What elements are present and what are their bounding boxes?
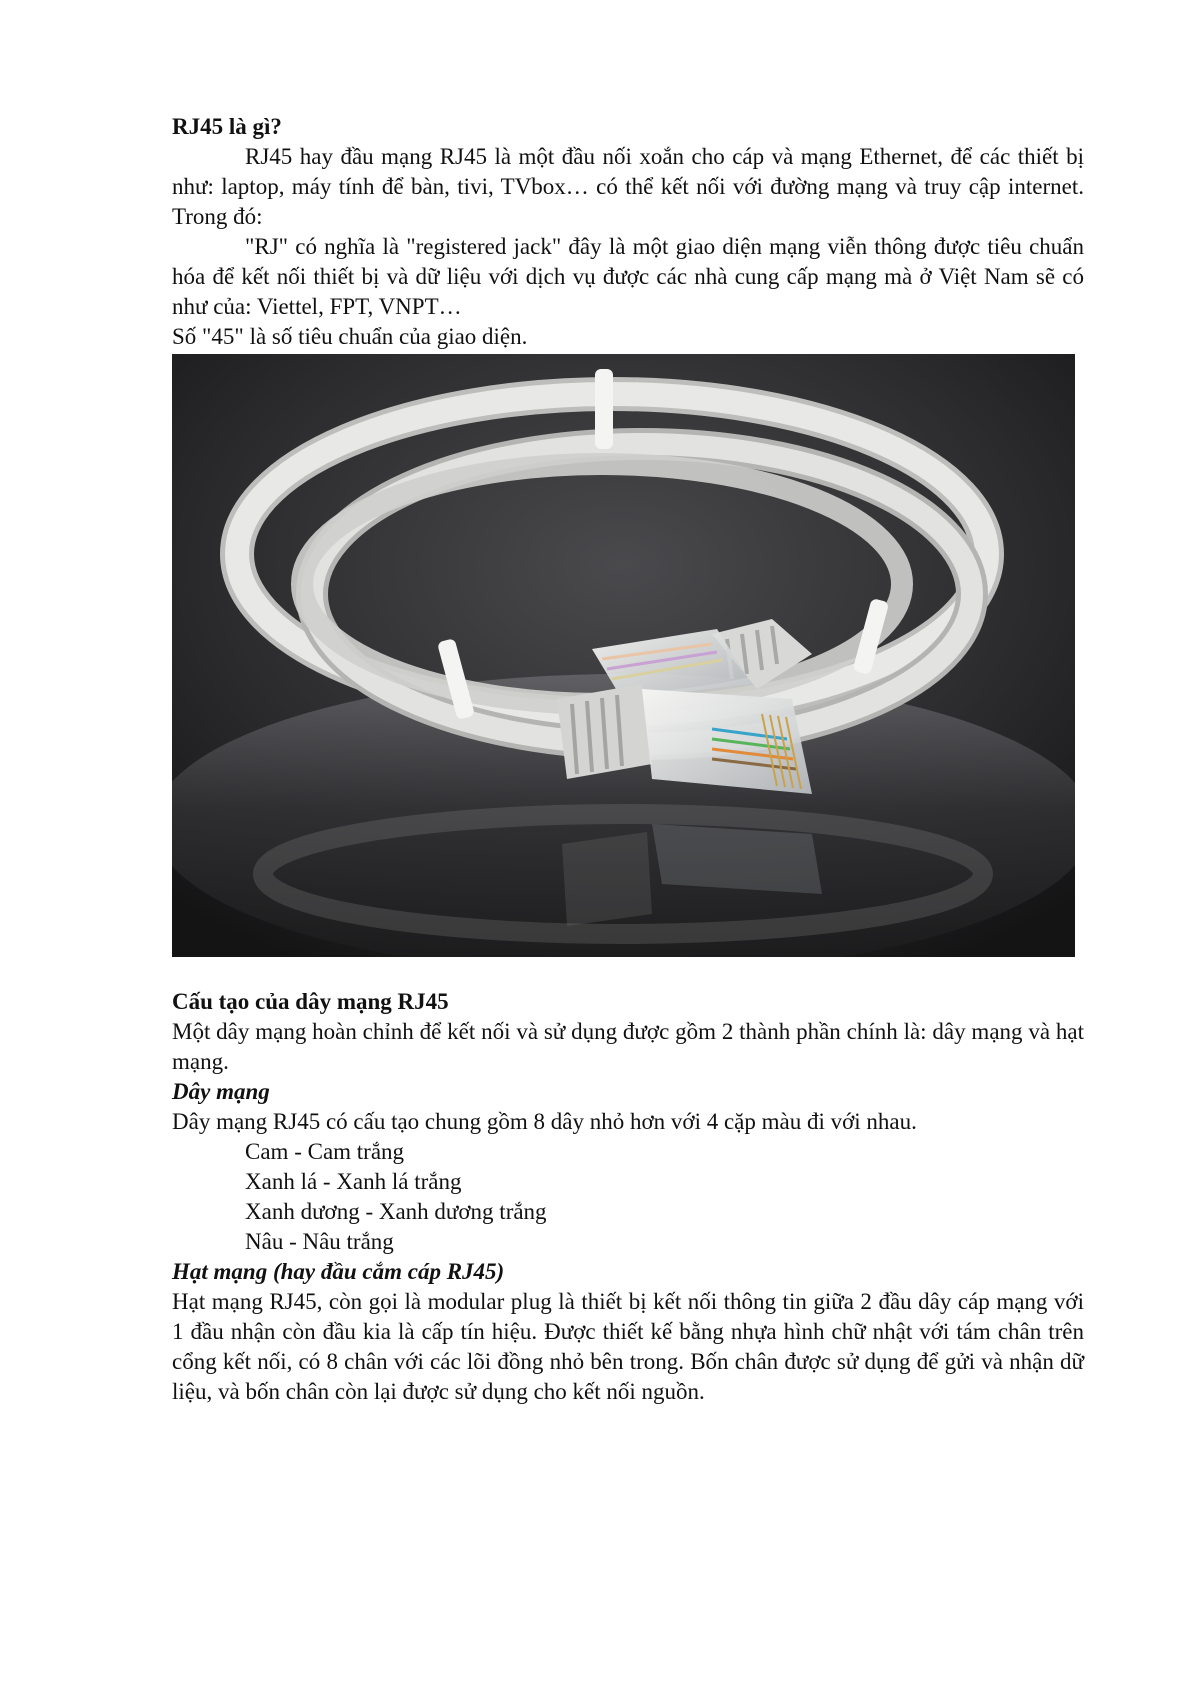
paragraph-45-meaning: Số "45" là số tiêu chuẩn của giao diện. xyxy=(172,324,528,349)
section-title-rj45: RJ45 là gì? xyxy=(172,114,282,139)
paragraph-plug-description: Hạt mạng RJ45, còn gọi là modular plug là thiết bị kết nối thông tin giữa 2 đầu dây cáp mạng với 1 đầu nhận còn đầu kia là cấp tín hiệu. Được thiết kế bằng nhựa hình chữ nhật với tám chân trên cổng kết nối, có 8 chân với các lõi đồng nhỏ bên trong. Bốn chân được sử dụng để gửi và nhận dữ liệu, và bốn chân còn lại được sử dụng cho kết nối nguồn. xyxy=(172,1289,1084,1404)
list-item-color-pair: Xanh lá - Xanh lá trắng xyxy=(245,1169,462,1194)
paragraph-rj-meaning: "RJ" có nghĩa là "registered jack" đây là một giao diện mạng viễn thông được tiêu chuẩn hóa để kết nối thiết bị và dữ liệu với dịch vụ được các nhà cung cấp mạng mà ở Việt Nam sẽ có như của: Viettel, FPT, VNPT… xyxy=(172,234,1084,319)
subheading-cable: Dây mạng xyxy=(172,1079,270,1104)
subheading-plug: Hạt mạng (hay đầu cắm cáp RJ45) xyxy=(172,1259,505,1284)
document-page xyxy=(172,112,1084,1407)
ethernet-cable-photo xyxy=(172,354,1075,957)
cable-tie-top xyxy=(595,369,613,449)
list-item-color-pair: Nâu - Nâu trắng xyxy=(245,1229,394,1254)
list-item-color-pair: Cam - Cam trắng xyxy=(245,1139,405,1164)
paragraph-structure-intro: Một dây mạng hoàn chỉnh để kết nối và sử dụng được gồm 2 thành phần chính là: dây mạng và hạt mạng. xyxy=(172,1019,1084,1074)
paragraph-rj45-definition: RJ45 hay đầu mạng RJ45 là một đầu nối xoắn cho cáp và mạng Ethernet, để các thiết bị như: laptop, máy tính để bàn, tivi, TVbox… có thể kết nối với đường mạng và truy cập internet. Trong đó: xyxy=(172,144,1084,229)
list-item-color-pair: Xanh dương - Xanh dương trắng xyxy=(245,1199,547,1224)
section-title-structure: Cấu tạo của dây mạng RJ45 xyxy=(172,989,449,1014)
paragraph-cable-description: Dây mạng RJ45 có cấu tạo chung gồm 8 dây nhỏ hơn với 4 cặp màu đi với nhau. xyxy=(172,1109,917,1134)
